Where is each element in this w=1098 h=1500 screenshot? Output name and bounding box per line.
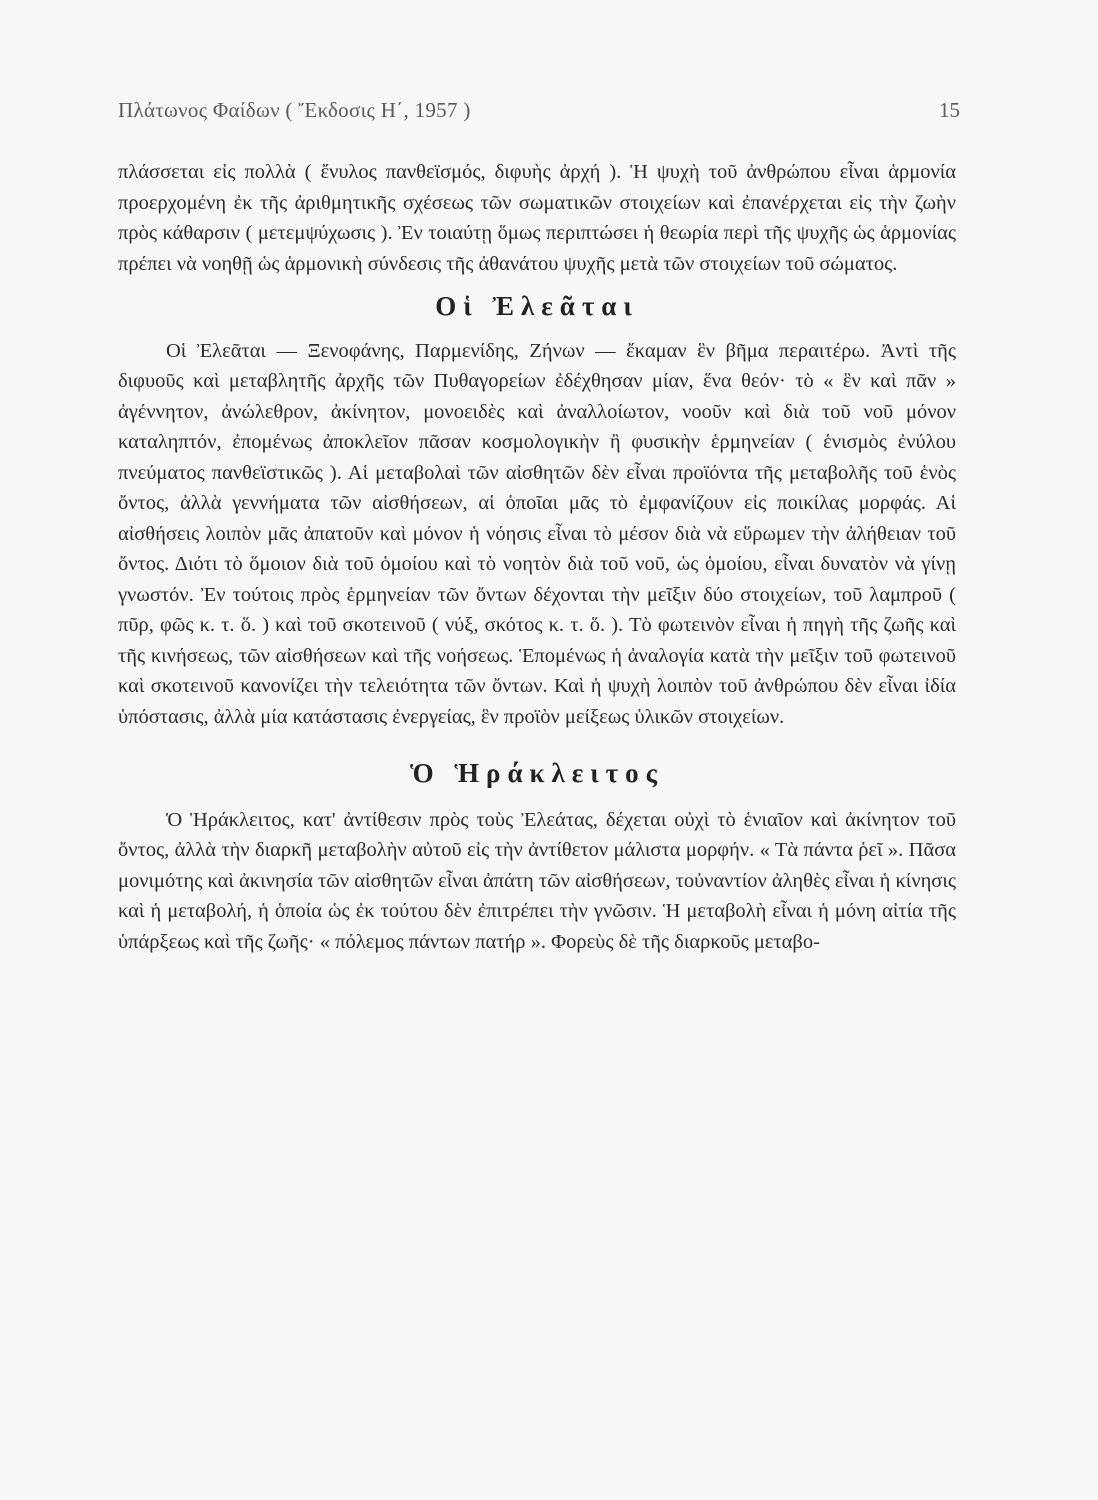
section-heading-herakleitos: Ὁ Ἡράκλειτος [409,758,665,788]
eleatai-paragraph: Οἱ Ἐλεᾶται — Ξενοφάνης, Παρμενίδης, Ζήνων — ἔκαμαν ἓν βῆμα περαιτέρω. Ἀντὶ τῆς διφυοῦς καὶ μεταβλητῆς ἀρχῆς τῶν Πυθαγορείων ἐδέχθησαν μίαν, ἕνα θεόν· τὸ « ἓν καὶ πᾶν » ἀγέννητον, ἀνώλεθρον, ἀκίνητον, μονοειδὲς καὶ ἀναλλοίωτον, νοοῦν καὶ διὰ τοῦ νοῦ μόνον καταληπτόν, ἐπομένως ἀποκλεῖον πᾶσαν κοσμολογικὴν ἢ φυσικὴν ἑρμηνείαν ( ἑνισμὸς ἐνύλου πνεύματος πανθεϊστικῶς ). Αἱ μεταβολαὶ τῶν αἰσθητῶν δὲν εἶναι προϊόντα τῆς μεταβολῆς τοῦ ἑνὸς ὄντος, ἀλλὰ γεννήματα τῶν αἰσθήσεων, αἱ ὁποῖαι μᾶς τὸ ἐμφανίζουν εἰς ποικίλας μορφάς. Αἱ αἰσθήσεις λοιπὸν μᾶς ἀπατοῦν καὶ μόνον ἡ νόησις εἶναι τὸ μέσον διὰ νὰ εὕρωμεν τὴν ἀλήθειαν τοῦ ὄντος. Διότι τὸ ὅμοιον διὰ τοῦ ὁμοίου καὶ τὸ νοητὸν διὰ τοῦ νοῦ, ὡς ὁμοίου, εἶναι δυνατὸν νὰ γίνῃ γνωστόν. Ἐν τούτοις πρὸς ἑρμηνείαν τῶν ὄντων δέχονται τὴν μεῖξιν δύο στοιχείων, τοῦ λαμπροῦ ( πῦρ, φῶς κ. τ. ὅ. ) καὶ τοῦ σκοτεινοῦ ( νύξ, σκότος κ. τ. ὅ. ). Τὸ φωτεινὸν εἶναι ἡ πηγὴ τῆς ζωῆς καὶ τῆς κινήσεως, τῶν αἰσθήσεων καὶ τῆς νοήσεως. Ἑπομένως ἡ ἀναλογία κατὰ τὴν μεῖξιν τοῦ φωτεινοῦ καὶ σκοτεινοῦ κανονίζει τὴν τελειότητα τῶν ὄντων. Καὶ ἡ ψυχὴ λοιπὸν τοῦ ἀνθρώπου δὲν εἶναι ἰδία ὑπόστασις, ἀλλὰ μία κατάστασις ἐνεργείας, ἓν προϊὸν μείξεως ὑλικῶν στοιχείων. [118,339,956,728]
intro-paragraph: πλάσσεται εἰς πολλὰ ( ἔνυλος πανθεϊσμός, διφυὴς ἀρχή ). Ἡ ψυχὴ τοῦ ἀνθρώπου εἶναι ἁρμονία προερχομένη ἐκ τῆς ἀριθμητικῆς σχέσεως τῶν σωματικῶν στοιχείων καὶ ἐπανέρχεται εἰς τὴν ζωὴν πρὸς κάθαρσιν ( μετεμψύχωσις ). Ἐν τοιαύτῃ ὅμως περιπτώσει ἡ θεωρία περὶ τῆς ψυχῆς ὡς ἁρμονίας πρέπει νὰ νοηθῇ ὡς ἁρμονικὴ σύνδεσις τῆς ἀθανάτου ψυχῆς μετὰ τῶν στοιχείων τοῦ σώματος. [118,161,956,275]
section-heading-eleatai: Οἱ Ἐλεᾶται [435,291,639,321]
page-number: 15 [939,98,960,122]
running-header [118,98,960,128]
herakleitos-paragraph: Ὁ Ἡράκλειτος, κατ' ἀντίθεσιν πρὸς τοὺς Ἐλεάτας, δέχεται οὐχὶ τὸ ἑνιαῖον καὶ ἀκίνητον τοῦ ὄντος, ἀλλὰ τὴν διαρκῆ μεταβολὴν αὐτοῦ εἰς τὴν ἀντίθετον μάλιστα μορφήν. « Τὰ πάντα ῥεῖ ». Πᾶσα μονιμότης καὶ ἀκινησία τῶν αἰσθητῶν εἶναι ἀπάτη τῶν αἰσθήσεων, τοὐναντίον ἀληθὲς εἶναι ἡ κίνησις καὶ ἡ μεταβολή, ἡ ὁποία ὡς ἐκ τούτου δὲν ἐπιτρέπει τὴν γνῶσιν. Ἡ μεταβολὴ εἶναι ἡ μόνη αἰτία τῆς ὑπάρξεως καὶ τῆς ζωῆς· « πόλεμος πάντων πατήρ ». Φορεὺς δὲ τῆς διαρκοῦς μεταβο- [118,808,956,953]
running-title: Πλάτωνος Φαίδων ( Ἔκδοσις Η΄, 1957 ) [118,98,471,122]
body-text [118,157,956,957]
